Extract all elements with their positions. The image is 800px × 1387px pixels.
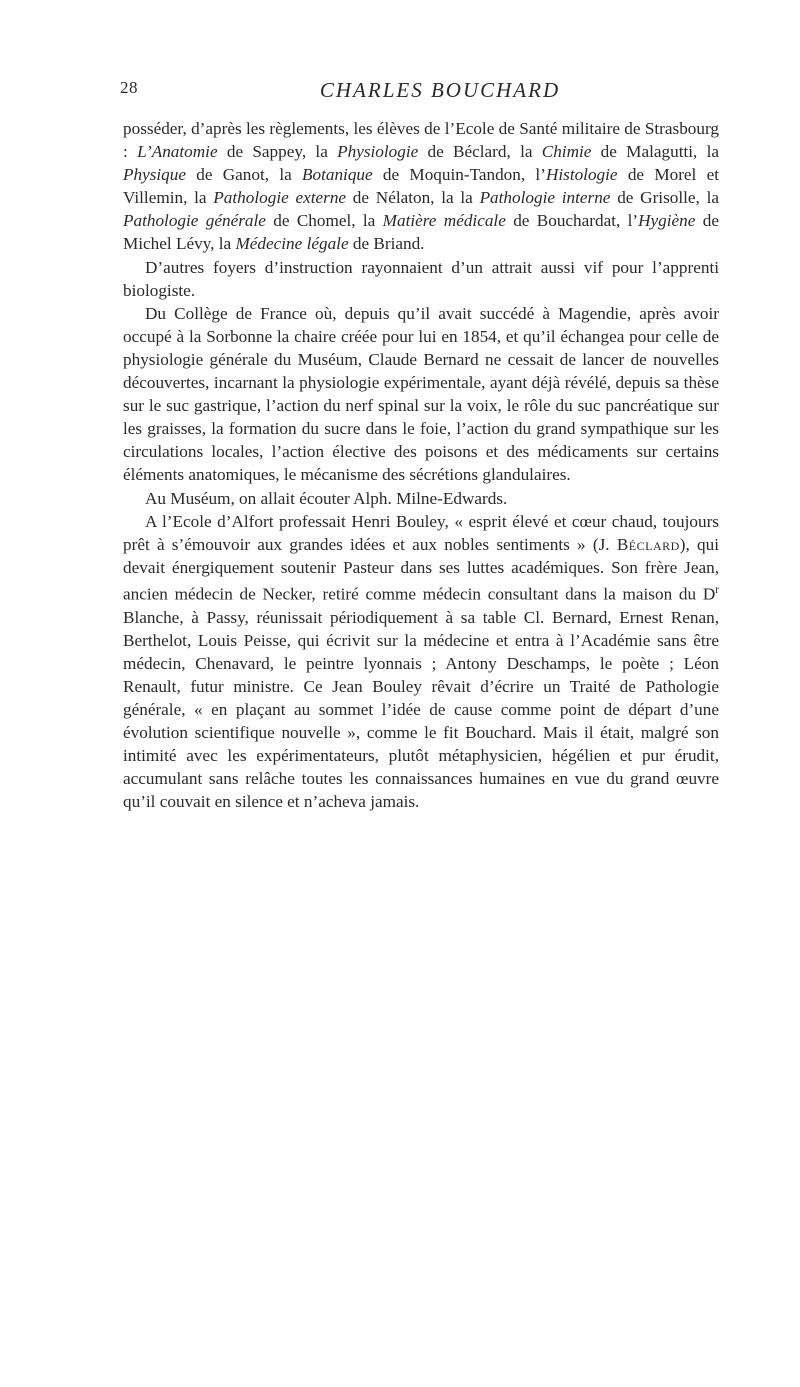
text-run: Au Muséum, on allait écouter Alph. Milne-Edwards. xyxy=(145,488,508,508)
italic-title: Physiologie xyxy=(337,142,419,162)
text-run: Blanche, à Passy, réunissait périodiquement à sa table Cl. Bernard, Ernest Renan, Berthelot, Louis Peisse, qui écrivit sur la médecine et entra à l’Académie sans être médecin, Chenavard, le peintre lyonnais ; Antony Deschamps, le poète ; Léon Renault, futur ministre. Ce Jean Bouley rêvait d’écrire un Traité de Pathologie générale, « en plaçant au sommet l’idée de cause comme point de départ d’une évolution scientifique nouvelle », comme le fit Bouchard. Mais il était, malgré son intimité avec les expérimentateurs, plutôt métaphysicien, hégélien et pur érudit, accumulant sans relâche toutes les connaissances humaines en vue du grand œuvre qu’il couvait en silence et n’acheva jamais. xyxy=(123,607,719,812)
text-run: de Sappey, la xyxy=(217,142,338,162)
text-run: r xyxy=(715,583,719,596)
text-run: A l’Ecole d’Alfort professait Henri Bouley, « esprit élevé et cœur chaud, toujours prêt à s’émouvoir aux grandes idées et aux nobles sentiments » (J. xyxy=(123,511,719,554)
paragraph xyxy=(123,302,719,487)
text-run: posséder, d’après les règlements, les élèves de l’Ecole de Santé militaire de Strasbourg : xyxy=(123,119,719,162)
italic-title: Hygiène xyxy=(638,211,696,231)
italic-title: Botanique xyxy=(302,165,373,185)
text-run: D’autres foyers d’instruction rayonnaient d’un attrait aussi vif pour l’apprenti biologiste. xyxy=(123,257,719,300)
text-run: de Ganot, la xyxy=(186,165,302,185)
italic-title: Histologie xyxy=(545,165,618,185)
text-run: Du Collège de France où, depuis qu’il avait succédé à Magendie, après avoir occupé à la Sorbonne la chaire créée pour lui en 1854, et qu’il échangea pour celle de physiologie générale du Muséum, Claude Bernard ne cessait de lancer de nouvelles découvertes, incarnant la physiologie expérimentale, ayant déjà révélé, depuis sa thèse sur le suc gastrique, l’action du nerf spinal sur la voix, le rôle du suc pancréatique sur les graisses, la formation du sucre dans le foie, l’action du grand sympathique sur les circulations locales, l’action élective des poisons et des médicaments sur certains éléments anatomiques, le mécanisme des sécrétions glandulaires. xyxy=(123,303,719,485)
text-run: de Morel et Villemin, la xyxy=(123,165,719,208)
italic-title: Chimie xyxy=(541,142,592,162)
small-caps-name: Béclard xyxy=(616,534,680,554)
text-run: de Briand. xyxy=(348,234,425,254)
paragraph xyxy=(123,117,719,256)
italic-title: Pathologie générale xyxy=(123,211,266,231)
text-run: de Béclard, la xyxy=(418,142,542,162)
running-head xyxy=(120,78,720,104)
italic-title: Matière médicale xyxy=(382,211,506,231)
text-run: de Bouchardat, l’ xyxy=(505,211,639,231)
italic-title: Médecine légale xyxy=(235,234,349,254)
text-run: de Grisolle, la xyxy=(610,188,719,208)
paragraph xyxy=(123,510,719,814)
italic-title: L’Anatomie xyxy=(137,142,218,162)
page-number: 28 xyxy=(120,78,138,97)
text-run: de Malagutti, la xyxy=(591,142,719,162)
text-run: de Moquin-Tandon, l’ xyxy=(372,165,546,185)
paragraph xyxy=(123,487,719,510)
running-title: CHARLES BOUCHARD xyxy=(319,78,561,102)
text-run: ), qui devait énergiquement soutenir Pasteur dans ses luttes académiques. Son frère Jean, ancien médecin de Necker, retiré comme médecin consultant dans la maison du D xyxy=(123,534,719,604)
paragraph xyxy=(123,256,719,302)
italic-title: Physique xyxy=(123,165,187,185)
text-run: de Chomel, la xyxy=(265,211,383,231)
italic-title: Pathologie externe xyxy=(213,188,347,208)
text-run: de Nélaton, la la xyxy=(346,188,480,208)
body-text xyxy=(123,117,719,814)
text-run: de Michel Lévy, la xyxy=(123,211,719,254)
italic-title: Pathologie interne xyxy=(479,188,611,208)
